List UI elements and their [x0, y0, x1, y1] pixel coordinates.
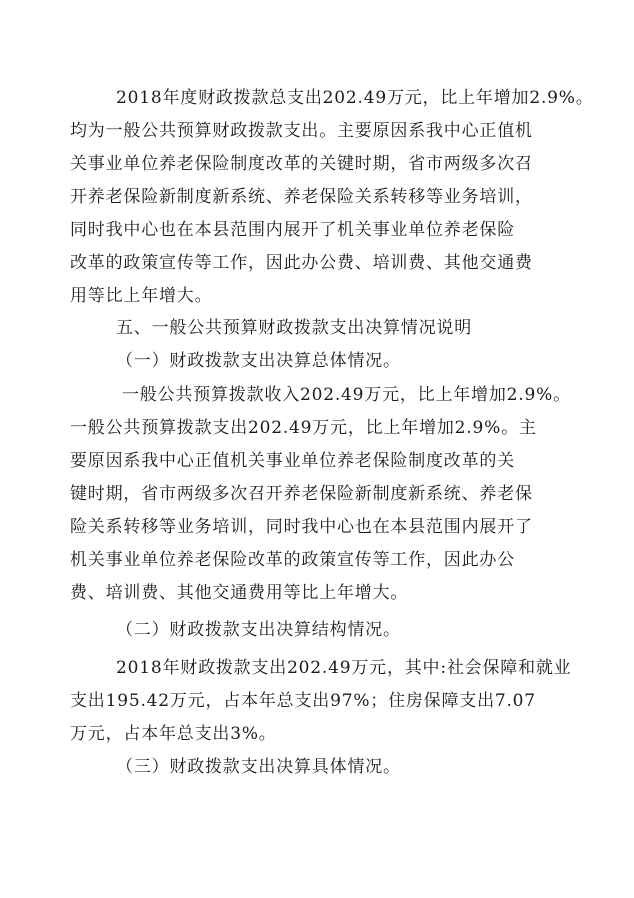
text-line: 机关事业单位养老保险改革的政策宣传等工作，因此办公	[70, 550, 515, 570]
subsection-heading: （三）财政拨款支出决算具体情况。	[116, 757, 401, 777]
text-line: 同时我中心也在本县范围内展开了机关事业单位养老保险	[70, 220, 515, 240]
text-line: 费、培训费、其他交通费用等比上年增大。	[70, 583, 409, 603]
subsection-heading: （二）财政拨款支出决算结构情况。	[116, 620, 401, 640]
text-line: 键时期，省市两级多次召开养老保险新制度新系统、养老保	[70, 484, 533, 504]
text-line: 要原因系我中心正值机关事业单位养老保险制度改革的关	[70, 451, 515, 471]
text-line: 关事业单位养老保险制度改革的关键时期，省市两级多次召	[70, 154, 533, 174]
text-line: 万元，占本年总支出3%。	[70, 724, 277, 744]
text-line: 2018年财政拨款支出202.49万元，其中:社会保障和就业	[116, 658, 572, 678]
section-heading: 五、一般公共预算财政拨款支出决算情况说明	[116, 318, 472, 338]
text-line: 均为一般公共预算财政拨款支出。主要原因系我中心正值机	[70, 121, 533, 141]
subsection-heading: （一）财政拨款支出决算总体情况。	[116, 351, 401, 371]
text-line: 一般公共预算拨款收入202.49万元，比上年增加2.9%。	[122, 385, 571, 405]
text-line: 险关系转移等业务培训，同时我中心也在本县范围内展开了	[70, 517, 533, 537]
text-line: 改革的政策宣传等工作，因此办公费、培训费、其他交通费	[70, 253, 533, 273]
text-line: 2018年度财政拨款总支出202.49万元，比上年增加2.9%。	[116, 88, 594, 108]
text-line: 开养老保险新制度新系统、养老保险关系转移等业务培训，	[70, 187, 533, 207]
text-line: 支出195.42万元，占本年总支出97%；住房保障支出7.07	[70, 691, 536, 711]
text-line: 用等比上年增大。	[70, 286, 213, 306]
text-line: 一般公共预算拨款支出202.49万元，比上年增加2.9%。主	[70, 418, 537, 438]
